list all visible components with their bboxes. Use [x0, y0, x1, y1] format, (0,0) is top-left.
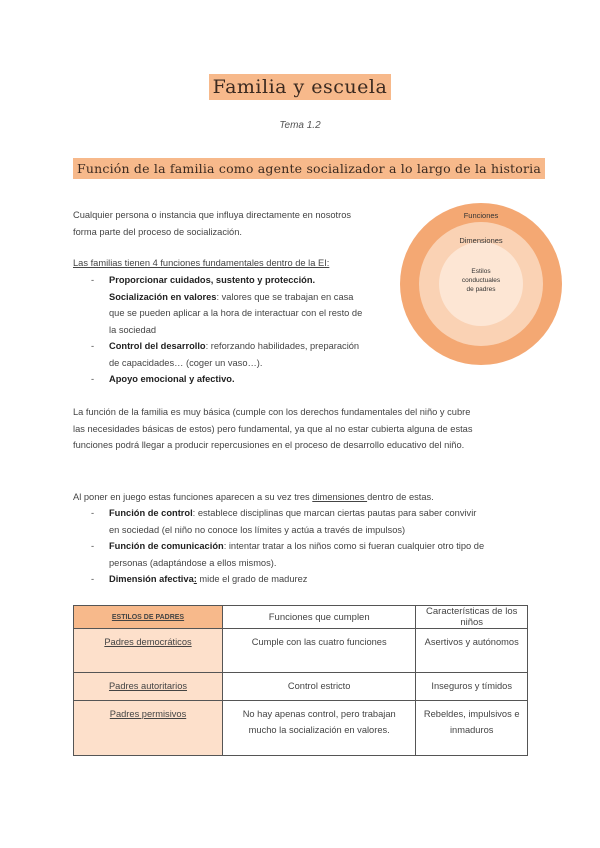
intro-paragraph: Cualquier persona o instancia que influya directamente en nosotros forma parte del proceso de socialización. [73, 210, 352, 237]
outer-label: Funciones [463, 211, 499, 220]
table-row [74, 629, 528, 673]
functions-lead: Las familias tienen 4 funciones fundamentales dentro de la EI: [73, 258, 330, 268]
list-item: - Función de control: establece disciplinas que marcan ciertas pautas para saber convivir en sociedad (el niño no conoce los límites y actúa a través de impulsos) [91, 505, 484, 538]
list-item: - Apoyo emocional y afectivo. [91, 371, 362, 388]
inner-label-2: conductuales [461, 277, 501, 284]
header-styles: ESTILOS DE PADRES [74, 606, 223, 629]
table-cell: Inseguros y tímidos [416, 673, 528, 701]
table-cell: Control estricto [223, 673, 416, 701]
table-cell: No hay apenas control, pero trabajan mucho la socialización en valores. [223, 701, 416, 756]
table-cell: Padres democráticos [74, 629, 223, 673]
list-item: - Proporcionar cuidados, sustento y protección. Socialización en valores: valores que se trabajan en casa que se pueden aplicar a la hora de interactuar con el resto de la sociedad [91, 272, 362, 338]
dimensions-list [91, 505, 484, 588]
table-row [74, 673, 528, 701]
inner-label-1: Estilos [471, 268, 491, 275]
list-item: - Dimensión afectiva: mide el grado de madurez [91, 571, 484, 588]
family-function-paragraph: La función de la familia es muy básica (cumple con los derechos fundamentales del niño y cubre las necesidades básicas de estos) pero fundamental, ya que al no estar cubierta alguna de estas funciones podrá llegar a producir repercusiones en el proceso de desarrollo educativo del niño. [73, 407, 473, 450]
table-cell: Padres autoritarios [74, 673, 223, 701]
functions-list [91, 272, 362, 388]
inner-label-3: de padres [466, 286, 496, 293]
list-item: - Función de comunicación: intentar tratar a los niños como si fueran cualquier otro tipo de personas (adaptándose a ellos mismos). [91, 538, 484, 571]
table-cell: Padres permisivos [74, 701, 223, 756]
section-heading: Función de la familia como agente socializador a lo largo de la historia [73, 160, 545, 178]
table-cell: Rebeldes, impulsivos e inmaduros [416, 701, 528, 756]
header-characteristics: Características de los niños [416, 606, 528, 629]
concentric-diagram [399, 202, 563, 366]
dimensions-lead: Al poner en juego estas funciones aparecen a su vez tres dimensiones dentro de estas. [73, 492, 434, 502]
table-header-row [74, 606, 528, 629]
table-cell: Cumple con las cuatro funciones [223, 629, 416, 673]
subtitle: Tema 1.2 [279, 120, 321, 131]
list-item: - Control del desarrollo: reforzando habilidades, preparación de capacidades… (coger un vaso…). [91, 338, 362, 371]
table-cell: Asertivos y autónomos [416, 629, 528, 673]
page-title: Familia y escuela [0, 76, 600, 98]
middle-label: Dimensiones [459, 236, 503, 245]
header-functions: Funciones que cumplen [223, 606, 416, 629]
parenting-styles-table [73, 605, 528, 756]
inner-circle [439, 242, 523, 326]
table-row [74, 701, 528, 756]
